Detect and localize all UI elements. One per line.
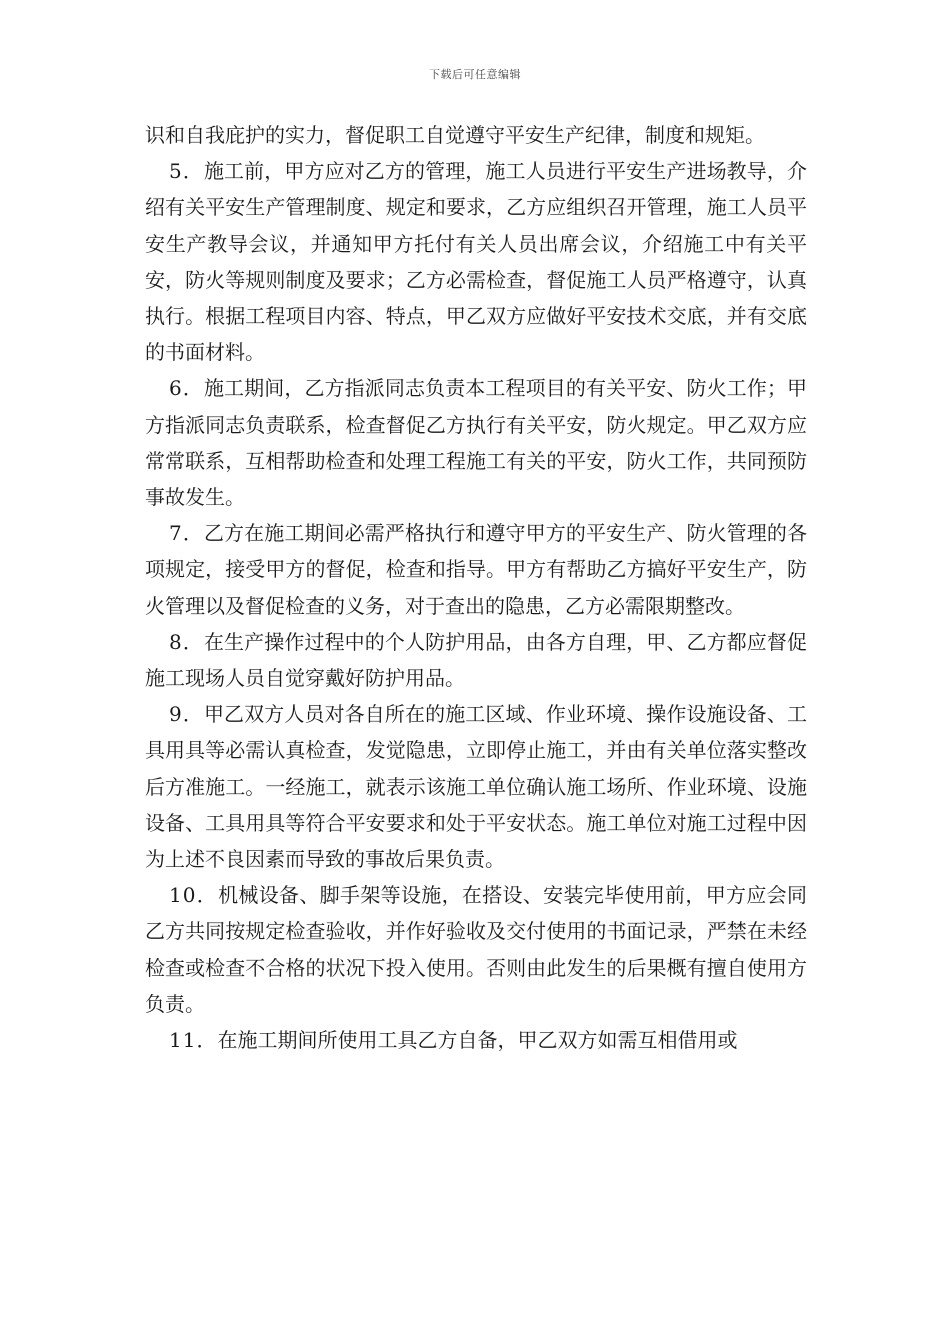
paragraph-item-6 — [145, 370, 807, 515]
paragraph-number: 10． — [169, 883, 219, 908]
paragraph-item-9 — [145, 696, 807, 877]
paragraph-text: 在生产操作过程中的个人防护用品，由各方自理，甲、乙方都应督促施工现场人员自觉穿戴好防护用品。 — [145, 629, 807, 691]
paragraph-number: 6． — [169, 376, 204, 401]
paragraph-number: 7． — [169, 521, 204, 546]
paragraph-item-7 — [145, 515, 807, 624]
page-header: 下载后可任意编辑 — [429, 68, 521, 81]
paragraph-text: 机械设备、脚手架等设施，在搭设、安装完毕使用前，甲方应会同乙方共同按规定检查验收，并作好验收及交付使用的书面记录，严禁在未经检查或检查不合格的状况下投入使用。否则由此发生的后果概有擅自使用方负责。 — [145, 883, 808, 1016]
paragraph-text: 乙方在施工期间必需严格执行和遵守甲方的平安生产、防火管理的各项规定，接受甲方的督促，检查和指导。甲方有帮助乙方搞好平安生产，防火管理以及督促检查的义务，对于查出的隐患，乙方必需限期整改。 — [145, 521, 807, 618]
paragraph-text: 识和自我庇护的实力，督促职工自觉遵守平安生产纪律，制度和规矩。 — [145, 123, 765, 147]
paragraph-text: 在施工期间所使用工具乙方自备，甲乙双方如需互相借用或 — [217, 1028, 738, 1053]
paragraph-text: 施工前，甲方应对乙方的管理，施工人员进行平安生产进场教导，介绍有关平安生产管理制度、规定和要求，乙方应组织召开管理，施工人员平安生产教导会议，并通知甲方托付有关人员出席会议，介绍施工中有关平安，防火等规则制度及要求；乙方必需检查，督促施工人员严格遵守，认真执行。根据工程项目内容、特点，甲乙双方应做好平安技术交底，并有交底的书面材料。 — [145, 159, 807, 365]
paragraph-item-5 — [145, 153, 807, 370]
document-body — [145, 117, 807, 1058]
paragraph-number: 8． — [169, 629, 204, 654]
paragraph-item-10 — [145, 877, 807, 1022]
paragraph-item-8 — [145, 624, 807, 696]
paragraph-number: 9． — [169, 702, 204, 727]
paragraph-number: 5． — [169, 159, 204, 184]
paragraph-continuation — [145, 117, 807, 153]
paragraph-text: 甲乙双方人员对各自所在的施工区域、作业环境、操作设施设备、工具用具等必需认真检查，发觉隐患，立即停止施工，并由有关单位落实整改后方准施工。一经施工，就表示该施工单位确认施工场所、作业环境、设施设备、工具用具等符合平安要求和处于平安状态。施工单位对施工过程中因为上述不良因素而导致的事故后果负责。 — [145, 702, 807, 872]
paragraph-number: 11． — [169, 1028, 218, 1053]
paragraph-text: 施工期间，乙方指派同志负责本工程项目的有关平安、防火工作；甲方指派同志负责联系，检查督促乙方执行有关平安，防火规定。甲乙双方应常常联系，互相帮助检查和处理工程施工有关的平安，防火工作，共同预防事故发生。 — [145, 376, 807, 510]
paragraph-item-11 — [145, 1022, 807, 1058]
